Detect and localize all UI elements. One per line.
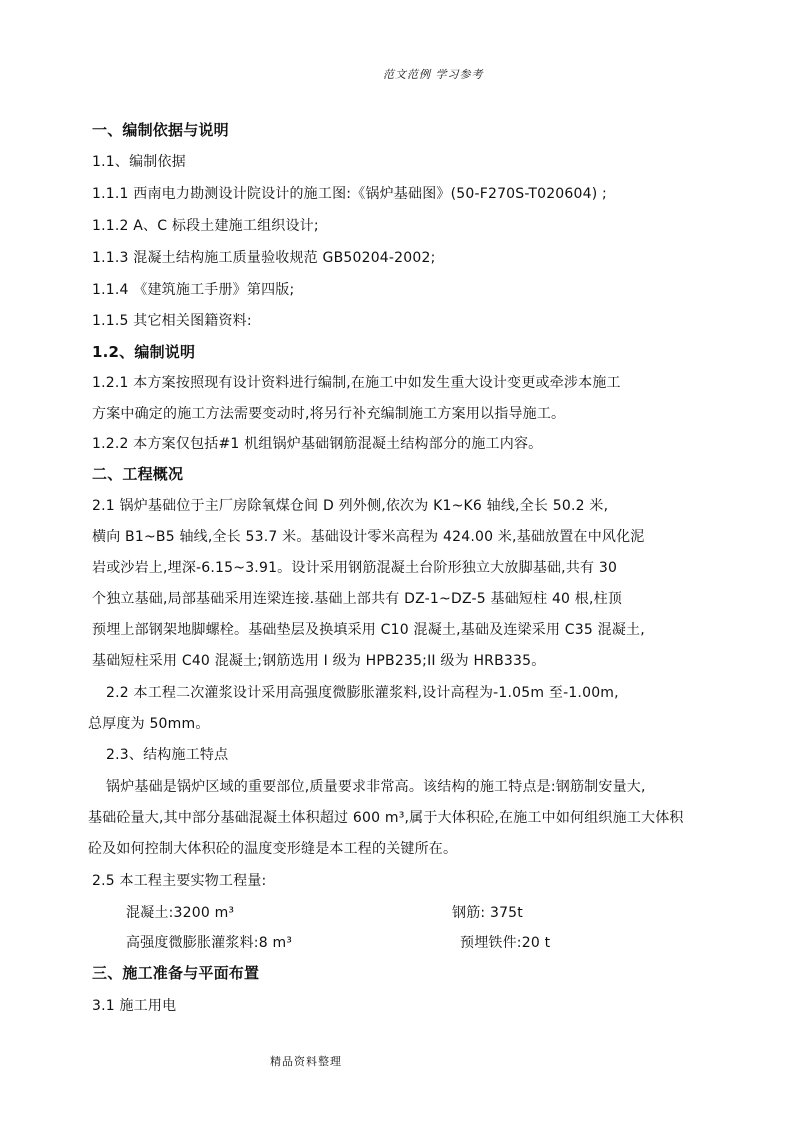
- subheading-2-5: 2.5 本工程主要实物工程量:: [92, 873, 267, 889]
- para-2-2-line-2: 总厚度为 50mm。: [88, 716, 210, 732]
- para-2-1-line-4: 个独立基础,局部基础采用连梁连接.基础上部共有 DZ-1~DZ-5 基础短柱 40 根,柱顶: [92, 591, 623, 607]
- para-1-2-1-line-2: 方案中确定的施工方法需要变动时,将另行补充编制施工方案用以指导施工。: [92, 406, 566, 422]
- para-2-1-line-3: 岩或沙岩上,埋深-6.15~3.91。设计采用钢筋混凝土台阶形独立大放脚基础,共有 30: [92, 560, 618, 576]
- subheading-3-1: 3.1 施工用电: [92, 998, 177, 1014]
- item-1-1-2: 1.1.2 A、C 标段土建施工组织设计;: [92, 218, 319, 234]
- subheading-1-1: 1.1、编制依据: [92, 154, 186, 170]
- subheading-1-2: 1.2、编制说明: [92, 343, 196, 361]
- para-2-1-line-5: 预埋上部钢架地脚螺栓。基础垫层及换填采用 C10 混凝土,基础及连梁采用 C35 混凝土,: [92, 622, 645, 638]
- item-1-1-4: 1.1.4 《建筑施工手册》第四版;: [92, 282, 295, 298]
- para-2-1-line-2: 横向 B1~B5 轴线,全长 53.7 米。基础设计零米高程为 424.00 米,基础放置在中风化泥: [92, 529, 645, 545]
- para-2-1-line-1: 2.1 锅炉基础位于主厂房除氧煤仓间 D 列外侧,依次为 K1~K6 轴线,全长 50.2 米,: [92, 498, 609, 514]
- heading-section-3: 三、施工准备与平面布置: [92, 964, 260, 982]
- quantity-grout: 高强度微膨胀灌浆料:8 m³: [126, 935, 293, 951]
- item-1-1-1: 1.1.1 西南电力勘测设计院设计的施工图:《锅炉基础图》(50-F270S-T020604) ;: [92, 186, 607, 202]
- quantity-embedded-steel: 预埋铁件:20 t: [460, 935, 551, 951]
- para-1-2-2: 1.2.2 本方案仅包括#1 机组锅炉基础钢筋混凝土结构部分的施工内容。: [92, 436, 543, 452]
- para-2-3-line-2: 基础砼量大,其中部分基础混凝土体积超过 600 m³,属于大体积砼,在施工中如何组织施工大体积: [88, 810, 684, 826]
- heading-section-2: 二、工程概况: [92, 465, 184, 483]
- para-2-2-line-1: 2.2 本工程二次灌浆设计采用高强度微膨胀灌浆料,设计高程为-1.05m 至-1.00m,: [106, 685, 619, 701]
- para-2-1-line-6: 基础短柱采用 C40 混凝土;钢筋选用 I 级为 HPB235;II 级为 HRB335。: [92, 653, 546, 669]
- para-2-3-line-3: 砼及如何控制大体积砼的温度变形缝是本工程的关键所在。: [88, 841, 458, 857]
- quantity-concrete: 混凝土:3200 m³: [126, 905, 235, 921]
- page-header-note: 范文范例 学习参考: [383, 68, 484, 81]
- quantity-rebar: 钢筋: 375t: [452, 905, 523, 921]
- heading-section-1: 一、编制依据与说明: [92, 121, 229, 139]
- para-1-2-1-line-1: 1.2.1 本方案按照现有设计资料进行编制,在施工中如发生重大设计变更或牵涉本施工: [92, 375, 621, 391]
- page-footer-note: 精品资料整理: [270, 1055, 342, 1068]
- para-2-3-line-1: 锅炉基础是锅炉区域的重要部位,质量要求非常高。该结构的施工特点是:钢筋制安量大,: [106, 779, 646, 795]
- item-1-1-3: 1.1.3 混凝土结构施工质量验收规范 GB50204-2002;: [92, 250, 436, 266]
- subheading-2-3: 2.3、结构施工特点: [106, 747, 229, 763]
- item-1-1-5: 1.1.5 其它相关图籍资料:: [92, 313, 252, 329]
